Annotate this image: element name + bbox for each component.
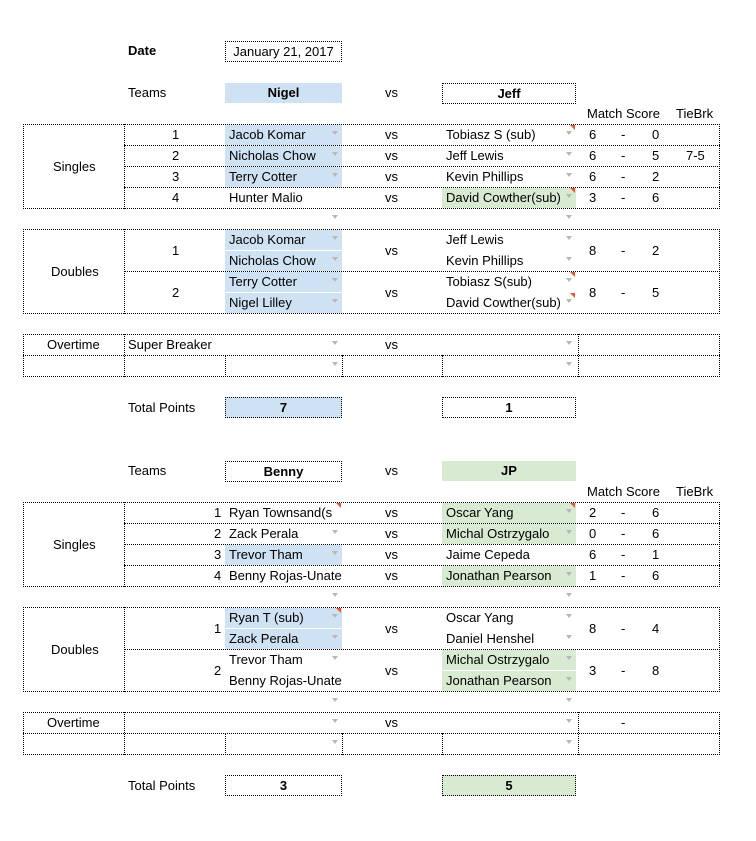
chevron-down-icon — [566, 236, 572, 240]
away-player-2-select[interactable]: Jonathan Pearson — [442, 671, 576, 691]
date-value: January 21, 2017 — [233, 44, 334, 59]
chevron-down-icon — [566, 677, 572, 681]
score-away[interactable]: 5 — [652, 285, 660, 300]
score-dash: - — [621, 148, 626, 163]
chevron-down-icon — [566, 257, 572, 261]
score-away[interactable]: 2 — [652, 169, 660, 184]
comment-marker-icon[interactable] — [336, 608, 341, 613]
home-player-2-select[interactable]: Zack Perala — [225, 629, 342, 649]
team-home-name[interactable]: Nigel — [225, 83, 342, 103]
chevron-down-icon — [566, 131, 572, 135]
comment-marker-icon[interactable] — [570, 293, 575, 298]
team-home-name: Benny — [263, 464, 304, 479]
total-away-field — [442, 397, 576, 418]
overtime-label: Overtime — [47, 715, 100, 730]
score-dash: - — [621, 715, 626, 730]
chevron-down-icon — [332, 698, 338, 702]
away-player-select[interactable]: David Cowther(sub) — [442, 188, 576, 208]
vs-label: vs — [385, 148, 398, 163]
chevron-down-icon — [566, 530, 572, 534]
score-dash: - — [621, 663, 626, 678]
total-away-value: 5 — [505, 778, 513, 793]
score-home[interactable]: 1 — [589, 568, 597, 583]
chevron-down-icon — [332, 236, 338, 240]
vs-label: vs — [385, 243, 398, 258]
score-dash: - — [621, 547, 626, 562]
vs-label: vs — [385, 526, 398, 541]
score-home[interactable]: 3 — [589, 190, 597, 205]
row-number: 4 — [172, 190, 180, 205]
away-player-select[interactable]: Jeff Lewis — [446, 148, 504, 163]
home-player-1-select[interactable]: Trevor Tham — [229, 652, 303, 667]
teams-label: Teams — [128, 85, 167, 100]
chevron-down-icon — [332, 173, 338, 177]
overtime-away-select[interactable] — [442, 713, 576, 733]
chevron-down-icon — [566, 194, 572, 198]
away-player-select[interactable]: Oscar Yang — [442, 503, 576, 523]
score-away[interactable]: 6 — [652, 505, 660, 520]
total-points-label: Total Points — [128, 778, 196, 793]
score-dash: - — [621, 127, 626, 142]
score-dash: - — [621, 169, 626, 184]
overtime-label: Overtime — [47, 337, 100, 352]
home-player-select[interactable]: Nicholas Chow — [225, 146, 342, 166]
chevron-down-icon — [332, 341, 338, 345]
chevron-down-icon — [332, 635, 338, 639]
doubles-label: Doubles — [51, 642, 99, 657]
chevron-down-icon — [566, 278, 572, 282]
chevron-down-icon — [566, 740, 572, 744]
tiebreak-score[interactable]: 7-5 — [686, 148, 705, 163]
row-number: 2 — [214, 663, 222, 678]
chevron-down-icon — [332, 593, 338, 597]
score-dash: - — [621, 243, 626, 258]
score-home[interactable]: 2 — [589, 505, 597, 520]
home-player-2-select[interactable]: Nicholas Chow — [225, 251, 342, 271]
score-home[interactable]: 6 — [589, 148, 597, 163]
away-player-1-select[interactable]: Jeff Lewis — [446, 232, 504, 247]
row-number: 2 — [172, 148, 180, 163]
score-dash: - — [621, 621, 626, 636]
away-player-select[interactable]: Kevin Phillips — [446, 169, 524, 184]
home-player-select[interactable]: Benny Rojas-Unate — [229, 568, 342, 583]
score-home[interactable]: 8 — [589, 621, 597, 636]
score-dash: - — [621, 285, 626, 300]
chevron-down-icon — [566, 173, 572, 177]
chevron-down-icon — [332, 740, 338, 744]
vs-label: vs — [385, 621, 398, 636]
away-player-select[interactable]: Jaime Cepeda — [446, 547, 530, 562]
teams-label: Teams — [128, 463, 167, 478]
total-home-field — [225, 775, 342, 796]
row-number: 3 — [214, 547, 222, 562]
comment-marker-icon[interactable] — [336, 503, 341, 508]
chevron-down-icon — [566, 341, 572, 345]
comment-marker-icon[interactable] — [570, 125, 575, 130]
row-number: 1 — [172, 243, 180, 258]
chevron-down-icon — [566, 656, 572, 660]
vs-label: vs — [385, 285, 398, 300]
away-player-1-select[interactable]: Oscar Yang — [446, 610, 514, 625]
vs-label: vs — [385, 663, 398, 678]
away-player-select[interactable]: Tobiasz S (sub) — [446, 127, 536, 142]
score-away[interactable]: 4 — [652, 621, 660, 636]
vs-label: vs — [385, 127, 398, 142]
chevron-down-icon — [332, 257, 338, 261]
chevron-down-icon — [332, 656, 338, 660]
away-player-1-select[interactable]: Tobiasz S(sub) — [446, 274, 532, 289]
chevron-down-icon — [566, 635, 572, 639]
vs-label: vs — [385, 169, 398, 184]
row-number: 1 — [172, 127, 180, 142]
away-player-select[interactable]: Jonathan Pearson — [442, 566, 576, 586]
score-home[interactable]: 6 — [589, 169, 597, 184]
team-away-field[interactable] — [442, 83, 576, 104]
chevron-down-icon — [332, 530, 338, 534]
chevron-down-icon — [332, 614, 338, 618]
match-score-header: Match Score — [587, 106, 660, 121]
vs-label: vs — [385, 190, 398, 205]
score-away[interactable]: 8 — [652, 663, 660, 678]
team-home-field[interactable] — [225, 461, 342, 482]
overtime-type-select[interactable]: Super Breaker — [128, 337, 212, 352]
total-home-field — [225, 397, 342, 418]
total-home-value: 3 — [279, 778, 288, 793]
row-number: 4 — [214, 568, 222, 583]
chevron-down-icon — [332, 215, 338, 219]
vs-label: vs — [385, 715, 398, 730]
score-away[interactable]: 6 — [652, 526, 660, 541]
home-player-select[interactable]: Trevor Tham — [225, 545, 342, 565]
row-number: 3 — [172, 169, 180, 184]
vs-label: vs — [385, 547, 398, 562]
singles-label: Singles — [53, 537, 96, 552]
score-away[interactable]: 1 — [652, 547, 660, 562]
score-dash: - — [621, 190, 626, 205]
home-player-select[interactable]: Hunter Malio — [229, 190, 303, 205]
score-away[interactable]: 2 — [652, 243, 660, 258]
chevron-down-icon — [332, 152, 338, 156]
vs-label: vs — [385, 337, 398, 352]
score-away[interactable]: 5 — [652, 148, 660, 163]
chevron-down-icon — [332, 278, 338, 282]
chevron-down-icon — [566, 299, 572, 303]
chevron-down-icon — [566, 614, 572, 618]
away-player-1-select[interactable]: Michal Ostrzygalo — [442, 650, 576, 670]
chevron-down-icon — [332, 719, 338, 723]
home-player-select[interactable]: Zack Perala — [229, 526, 299, 541]
total-points-label: Total Points — [128, 400, 196, 415]
match-score-header: Match Score — [587, 484, 660, 499]
chevron-down-icon — [332, 362, 338, 366]
chevron-down-icon — [566, 152, 572, 156]
chevron-down-icon — [566, 719, 572, 723]
row-number: 2 — [214, 526, 222, 541]
score-dash: - — [621, 526, 626, 541]
vs-label: vs — [385, 505, 398, 520]
score-home[interactable]: 0 — [589, 526, 597, 541]
score-home[interactable]: 6 — [589, 547, 597, 562]
vs-label: vs — [385, 463, 398, 478]
comment-marker-icon[interactable] — [570, 503, 575, 508]
vs-label: vs — [385, 85, 398, 100]
date-field[interactable] — [225, 41, 342, 62]
home-player-1-select[interactable]: Terry Cotter — [225, 272, 342, 292]
home-player-select[interactable]: Terry Cotter — [225, 167, 342, 187]
home-player-1-select[interactable]: Jacob Komar — [225, 230, 342, 250]
comment-marker-icon[interactable] — [570, 188, 575, 193]
overtime-away-select[interactable] — [442, 335, 576, 355]
team-away-name[interactable]: JP — [442, 461, 576, 481]
score-dash: - — [621, 505, 626, 520]
chevron-down-icon — [566, 362, 572, 366]
score-home[interactable]: 6 — [589, 127, 597, 142]
score-away[interactable]: 0 — [652, 127, 660, 142]
home-player-2-select[interactable]: Benny Rojas-Unate — [229, 673, 342, 688]
total-away-field — [442, 775, 576, 796]
home-player-2-select[interactable]: Nigel Lilley — [225, 293, 342, 313]
chevron-down-icon — [566, 215, 572, 219]
score-home[interactable]: 8 — [589, 243, 597, 258]
total-away-value: 1 — [505, 400, 513, 415]
vs-label: vs — [385, 568, 398, 583]
score-home[interactable]: 3 — [589, 663, 597, 678]
chevron-down-icon — [566, 572, 572, 576]
row-number: 1 — [214, 621, 222, 636]
chevron-down-icon — [566, 509, 572, 513]
chevron-down-icon — [566, 698, 572, 702]
row-number: 2 — [172, 285, 180, 300]
home-player-select[interactable]: Jacob Komar — [225, 125, 342, 145]
away-player-2-select[interactable]: Daniel Henshel — [446, 631, 535, 646]
singles-label: Singles — [53, 159, 96, 174]
away-player-2-select[interactable]: David Cowther(sub) — [446, 295, 561, 310]
total-home-value: 7 — [279, 400, 288, 415]
score-away[interactable]: 6 — [652, 568, 660, 583]
overtime-type-select[interactable] — [124, 713, 342, 733]
chevron-down-icon — [332, 299, 338, 303]
tiebreak-header: TieBrk — [676, 106, 714, 121]
home-player-select[interactable]: Ryan Townsand(s — [229, 505, 333, 520]
date-label: Date — [128, 43, 157, 58]
home-player-1-select[interactable]: Ryan T (sub) — [225, 608, 342, 628]
row-number: 1 — [214, 505, 222, 520]
away-player-select[interactable]: Michal Ostrzygalo — [442, 524, 576, 544]
score-away[interactable]: 6 — [652, 190, 660, 205]
away-player-2-select[interactable]: Kevin Phillips — [446, 253, 524, 268]
chevron-down-icon — [332, 551, 338, 555]
chevron-down-icon — [566, 593, 572, 597]
score-dash: - — [621, 568, 626, 583]
tiebreak-header: TieBrk — [676, 484, 714, 499]
score-home[interactable]: 8 — [589, 285, 597, 300]
doubles-label: Doubles — [51, 264, 99, 279]
comment-marker-icon[interactable] — [570, 272, 575, 277]
team-away-name: Jeff — [497, 86, 521, 101]
chevron-down-icon — [332, 131, 338, 135]
